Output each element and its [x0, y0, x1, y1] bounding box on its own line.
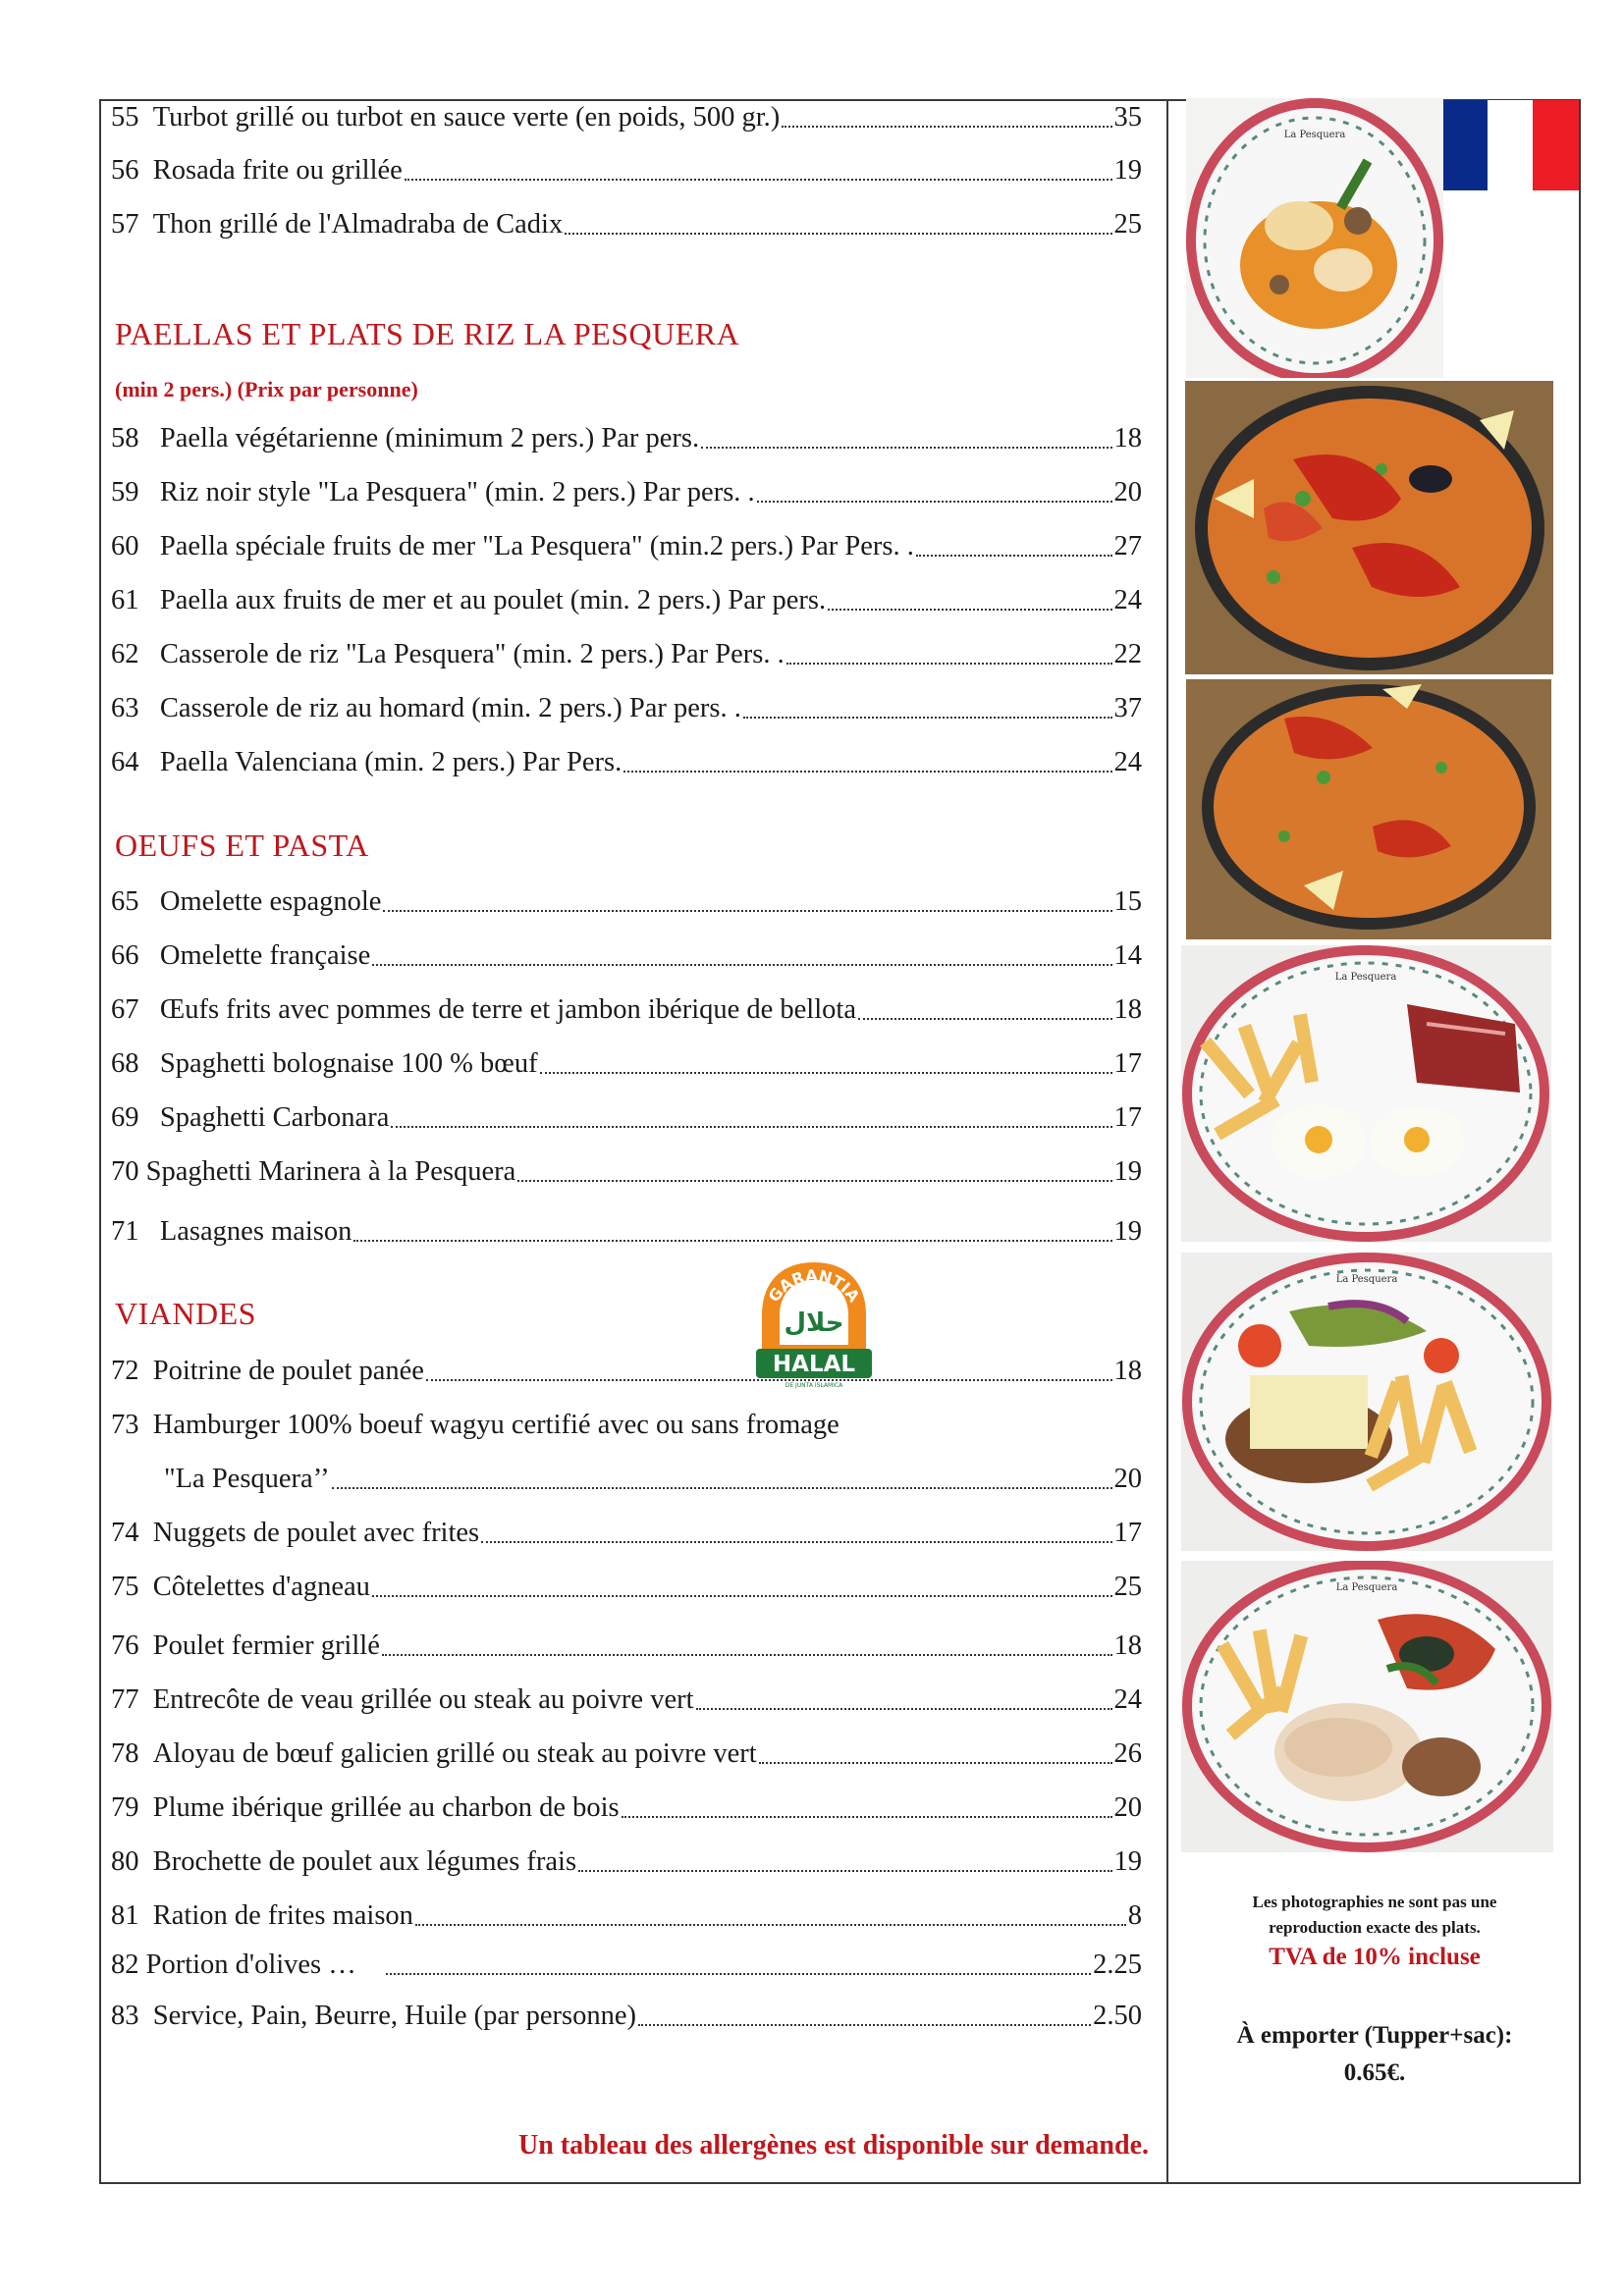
menu-item-71 [111, 1210, 1142, 1254]
item-price: 14 [1113, 940, 1142, 971]
takeaway-line-1: À emporter (Tupper+sac): [1236, 2022, 1513, 2049]
svg-text:La Pesquera: La Pesquera [1334, 972, 1397, 983]
menu-item-74 [111, 1512, 1142, 1555]
item-name: Brochette de poulet aux légumes frais [152, 1846, 577, 1877]
menu-item-62 [111, 633, 1142, 676]
menu-item-76 [111, 1625, 1142, 1668]
photo-disclaimer-line-1: Les photographies ne sont pas une [1252, 1893, 1497, 1911]
item-price: 2.25 [1093, 1949, 1142, 1980]
item-price: 25 [1113, 209, 1142, 240]
item-name: Casserole de riz au homard (min. 2 pers.) Par pers. . [159, 693, 741, 723]
item-number: 82 [111, 1949, 139, 1980]
section-subtitle-paellas: (min 2 pers.) (Prix par personne) [115, 377, 418, 401]
item-price: 19 [1113, 1156, 1142, 1187]
svg-text:La Pesquera: La Pesquera [1283, 130, 1346, 140]
item-number: 57 [111, 209, 139, 240]
item-price: 18 [1113, 994, 1142, 1025]
item-price: 20 [1113, 477, 1142, 507]
menu-item-64 [111, 741, 1142, 784]
menu-item-55 [111, 96, 1142, 139]
menu-item-59 [111, 471, 1142, 514]
menu-item-63 [111, 687, 1142, 730]
section-title-meats: VIANDES [115, 1296, 256, 1331]
item-price: 37 [1113, 693, 1142, 723]
item-name: Service, Pain, Beurre, Huile (par personne) [152, 2001, 636, 2031]
menu-item-69 [111, 1096, 1142, 1140]
menu-item-78 [111, 1733, 1142, 1776]
item-number: 64 [111, 747, 139, 777]
svg-text:La Pesquera: La Pesquera [1335, 1582, 1398, 1593]
takeaway-line-2: 0.65€. [1343, 2059, 1406, 2086]
item-name: Entrecôte de veau grillée ou steak au poivre vert [152, 1684, 694, 1715]
menu-item-83 [111, 1995, 1142, 2038]
item-price: 25 [1113, 1572, 1142, 1602]
item-number: 76 [111, 1630, 139, 1661]
item-number: 77 [111, 1684, 139, 1715]
item-number: 75 [111, 1572, 139, 1602]
item-number: 74 [111, 1518, 139, 1548]
item-number: 78 [111, 1738, 139, 1769]
item-number: 58 [111, 423, 139, 454]
item-name: Paella Valenciana (min. 2 pers.) Par Pers. [159, 747, 623, 777]
item-number: 55 [111, 102, 139, 133]
item-name: Thon grillé de l'Almadraba de Cadix [152, 209, 564, 240]
vat-note: TVA de 10% incluse [1269, 1944, 1481, 1970]
photo-disclaimer-line-2: reproduction exacte des plats. [1269, 1918, 1481, 1937]
item-number: 70 [111, 1156, 139, 1187]
item-price: 19 [1113, 1216, 1142, 1247]
item-number: 79 [111, 1792, 139, 1823]
menu-item-68 [111, 1042, 1142, 1086]
menu-item-73-continued [111, 1458, 1142, 1501]
item-name: Œufs frits avec pommes de terre et jambon ibérique de bellota [159, 994, 856, 1025]
item-number: 66 [111, 940, 139, 971]
item-name: Rosada frite ou grillée [152, 155, 403, 186]
dish-photo-burger [1181, 1253, 1552, 1551]
item-price: 20 [1113, 1792, 1142, 1823]
item-number: 56 [111, 155, 139, 186]
item-number: 62 [111, 639, 139, 669]
dish-photo-seafood-paella [1185, 381, 1553, 674]
menu-item-56 [111, 149, 1142, 192]
menu-item-58 [111, 417, 1142, 460]
item-number: 65 [111, 886, 139, 917]
item-number: 69 [111, 1102, 139, 1133]
item-name: Turbot grillé ou turbot en sauce verte (en poids, 500 gr.) [152, 102, 781, 133]
item-name: Lasagnes maison [159, 1216, 352, 1247]
item-name: Poitrine de poulet panée [152, 1356, 424, 1386]
item-name: Spaghetti Marinera à la Pesquera [145, 1156, 516, 1187]
item-price: 17 [1113, 1048, 1142, 1079]
item-name: Omelette française [159, 940, 371, 971]
item-price: 17 [1113, 1102, 1142, 1133]
takeaway-note [1173, 2017, 1576, 2092]
menu-item-61 [111, 579, 1142, 622]
french-flag-icon [1441, 100, 1579, 190]
menu-item-57 [111, 203, 1142, 246]
item-name: Casserole de riz "La Pesquera" (min. 2 pers.) Par Pers. . [159, 639, 785, 669]
item-name: Spaghetti Carbonara [159, 1102, 390, 1133]
menu-item-65 [111, 881, 1142, 924]
svg-text:La Pesquera: La Pesquera [1335, 1274, 1398, 1285]
section-title-eggs: OEUFS ET PASTA [115, 828, 369, 863]
menu-item-66 [111, 934, 1142, 978]
item-name: Portion d'olives … [145, 1949, 356, 1980]
item-number: 67 [111, 994, 139, 1025]
item-name: Riz noir style "La Pesquera" (min. 2 pers.) Par pers. . [159, 477, 755, 507]
item-price: 15 [1113, 886, 1142, 917]
dish-photo-chicken [1181, 1561, 1553, 1852]
menu-item-82 [111, 1944, 1142, 1987]
item-price: 35 [1113, 102, 1142, 133]
menu-item-60 [111, 525, 1142, 568]
dish-photo-turbot [1186, 98, 1443, 378]
svg-text:HALAL: HALAL [772, 1352, 856, 1377]
svg-text:DE JUNTA ISLAMICA: DE JUNTA ISLAMICA [785, 1382, 843, 1389]
item-price: 24 [1113, 585, 1142, 615]
item-price: 22 [1113, 639, 1142, 669]
item-number: 59 [111, 477, 139, 507]
allergen-note: Un tableau des allergènes est disponible sur demande. [518, 2130, 1149, 2161]
item-number: 71 [111, 1216, 139, 1247]
item-name: Paella végétarienne (minimum 2 pers.) Par pers. [159, 423, 700, 454]
item-price: 17 [1113, 1518, 1142, 1548]
item-name: Plume ibérique grillée au charbon de bois [152, 1792, 620, 1823]
item-price: 26 [1113, 1738, 1142, 1769]
item-name: "La Pesquera’’ [164, 1464, 330, 1494]
item-name: Hamburger 100% boeuf wagyu certifié avec ou sans fromage [152, 1410, 839, 1440]
item-price: 2.50 [1093, 2001, 1142, 2031]
item-price: 24 [1113, 747, 1142, 777]
item-price: 19 [1113, 155, 1142, 186]
dish-photo-eggs-ham [1181, 945, 1551, 1242]
menu-item-79 [111, 1787, 1142, 1830]
item-price: 8 [1127, 1900, 1142, 1931]
item-number: 72 [111, 1356, 139, 1386]
item-price: 24 [1113, 1684, 1142, 1715]
section-title-paellas: PAELLAS ET PLATS DE RIZ LA PESQUERA [115, 316, 740, 351]
halal-badge-icon [750, 1255, 878, 1392]
item-name: Spaghetti bolognaise 100 % bœuf [159, 1048, 538, 1079]
item-price: 18 [1113, 1630, 1142, 1661]
item-name: Omelette espagnole [159, 886, 382, 917]
svg-text:GARANTIA: GARANTIA [764, 1265, 864, 1306]
item-name: Aloyau de bœuf galicien grillé ou steak au poivre vert [152, 1738, 757, 1769]
item-price: 27 [1113, 531, 1142, 561]
item-name: Paella aux fruits de mer et au poulet (min. 2 pers.) Par pers. [159, 585, 827, 615]
menu-item-72 [111, 1350, 1142, 1393]
item-name: Paella spéciale fruits de mer "La Pesquera" (min.2 pers.) Par Pers. . [159, 531, 914, 561]
menu-item-70 [111, 1150, 1142, 1194]
item-price: 20 [1113, 1464, 1142, 1494]
dish-photo-paella [1186, 679, 1551, 939]
photo-disclaimer [1173, 1890, 1576, 1941]
item-number: 61 [111, 585, 139, 615]
item-number: 81 [111, 1900, 139, 1931]
menu-item-80 [111, 1841, 1142, 1884]
menu-item-81 [111, 1895, 1142, 1938]
item-name: Côtelettes d'agneau [152, 1572, 370, 1602]
item-number: 60 [111, 531, 139, 561]
item-price: 19 [1113, 1846, 1142, 1877]
item-number: 63 [111, 693, 139, 723]
svg-text:حلال: حلال [784, 1308, 844, 1338]
menu-item-73 [111, 1404, 1142, 1447]
item-number: 83 [111, 2001, 139, 2031]
item-number: 80 [111, 1846, 139, 1877]
item-price: 18 [1113, 423, 1142, 454]
item-name: Poulet fermier grillé [152, 1630, 380, 1661]
item-name: Ration de frites maison [152, 1900, 413, 1931]
item-price: 18 [1113, 1356, 1142, 1386]
item-name: Nuggets de poulet avec frites [152, 1518, 480, 1548]
column-divider [1166, 99, 1168, 2184]
item-number: 73 [111, 1410, 139, 1440]
menu-item-75 [111, 1566, 1142, 1609]
menu-item-77 [111, 1679, 1142, 1722]
item-number: 68 [111, 1048, 139, 1079]
menu-item-67 [111, 988, 1142, 1032]
